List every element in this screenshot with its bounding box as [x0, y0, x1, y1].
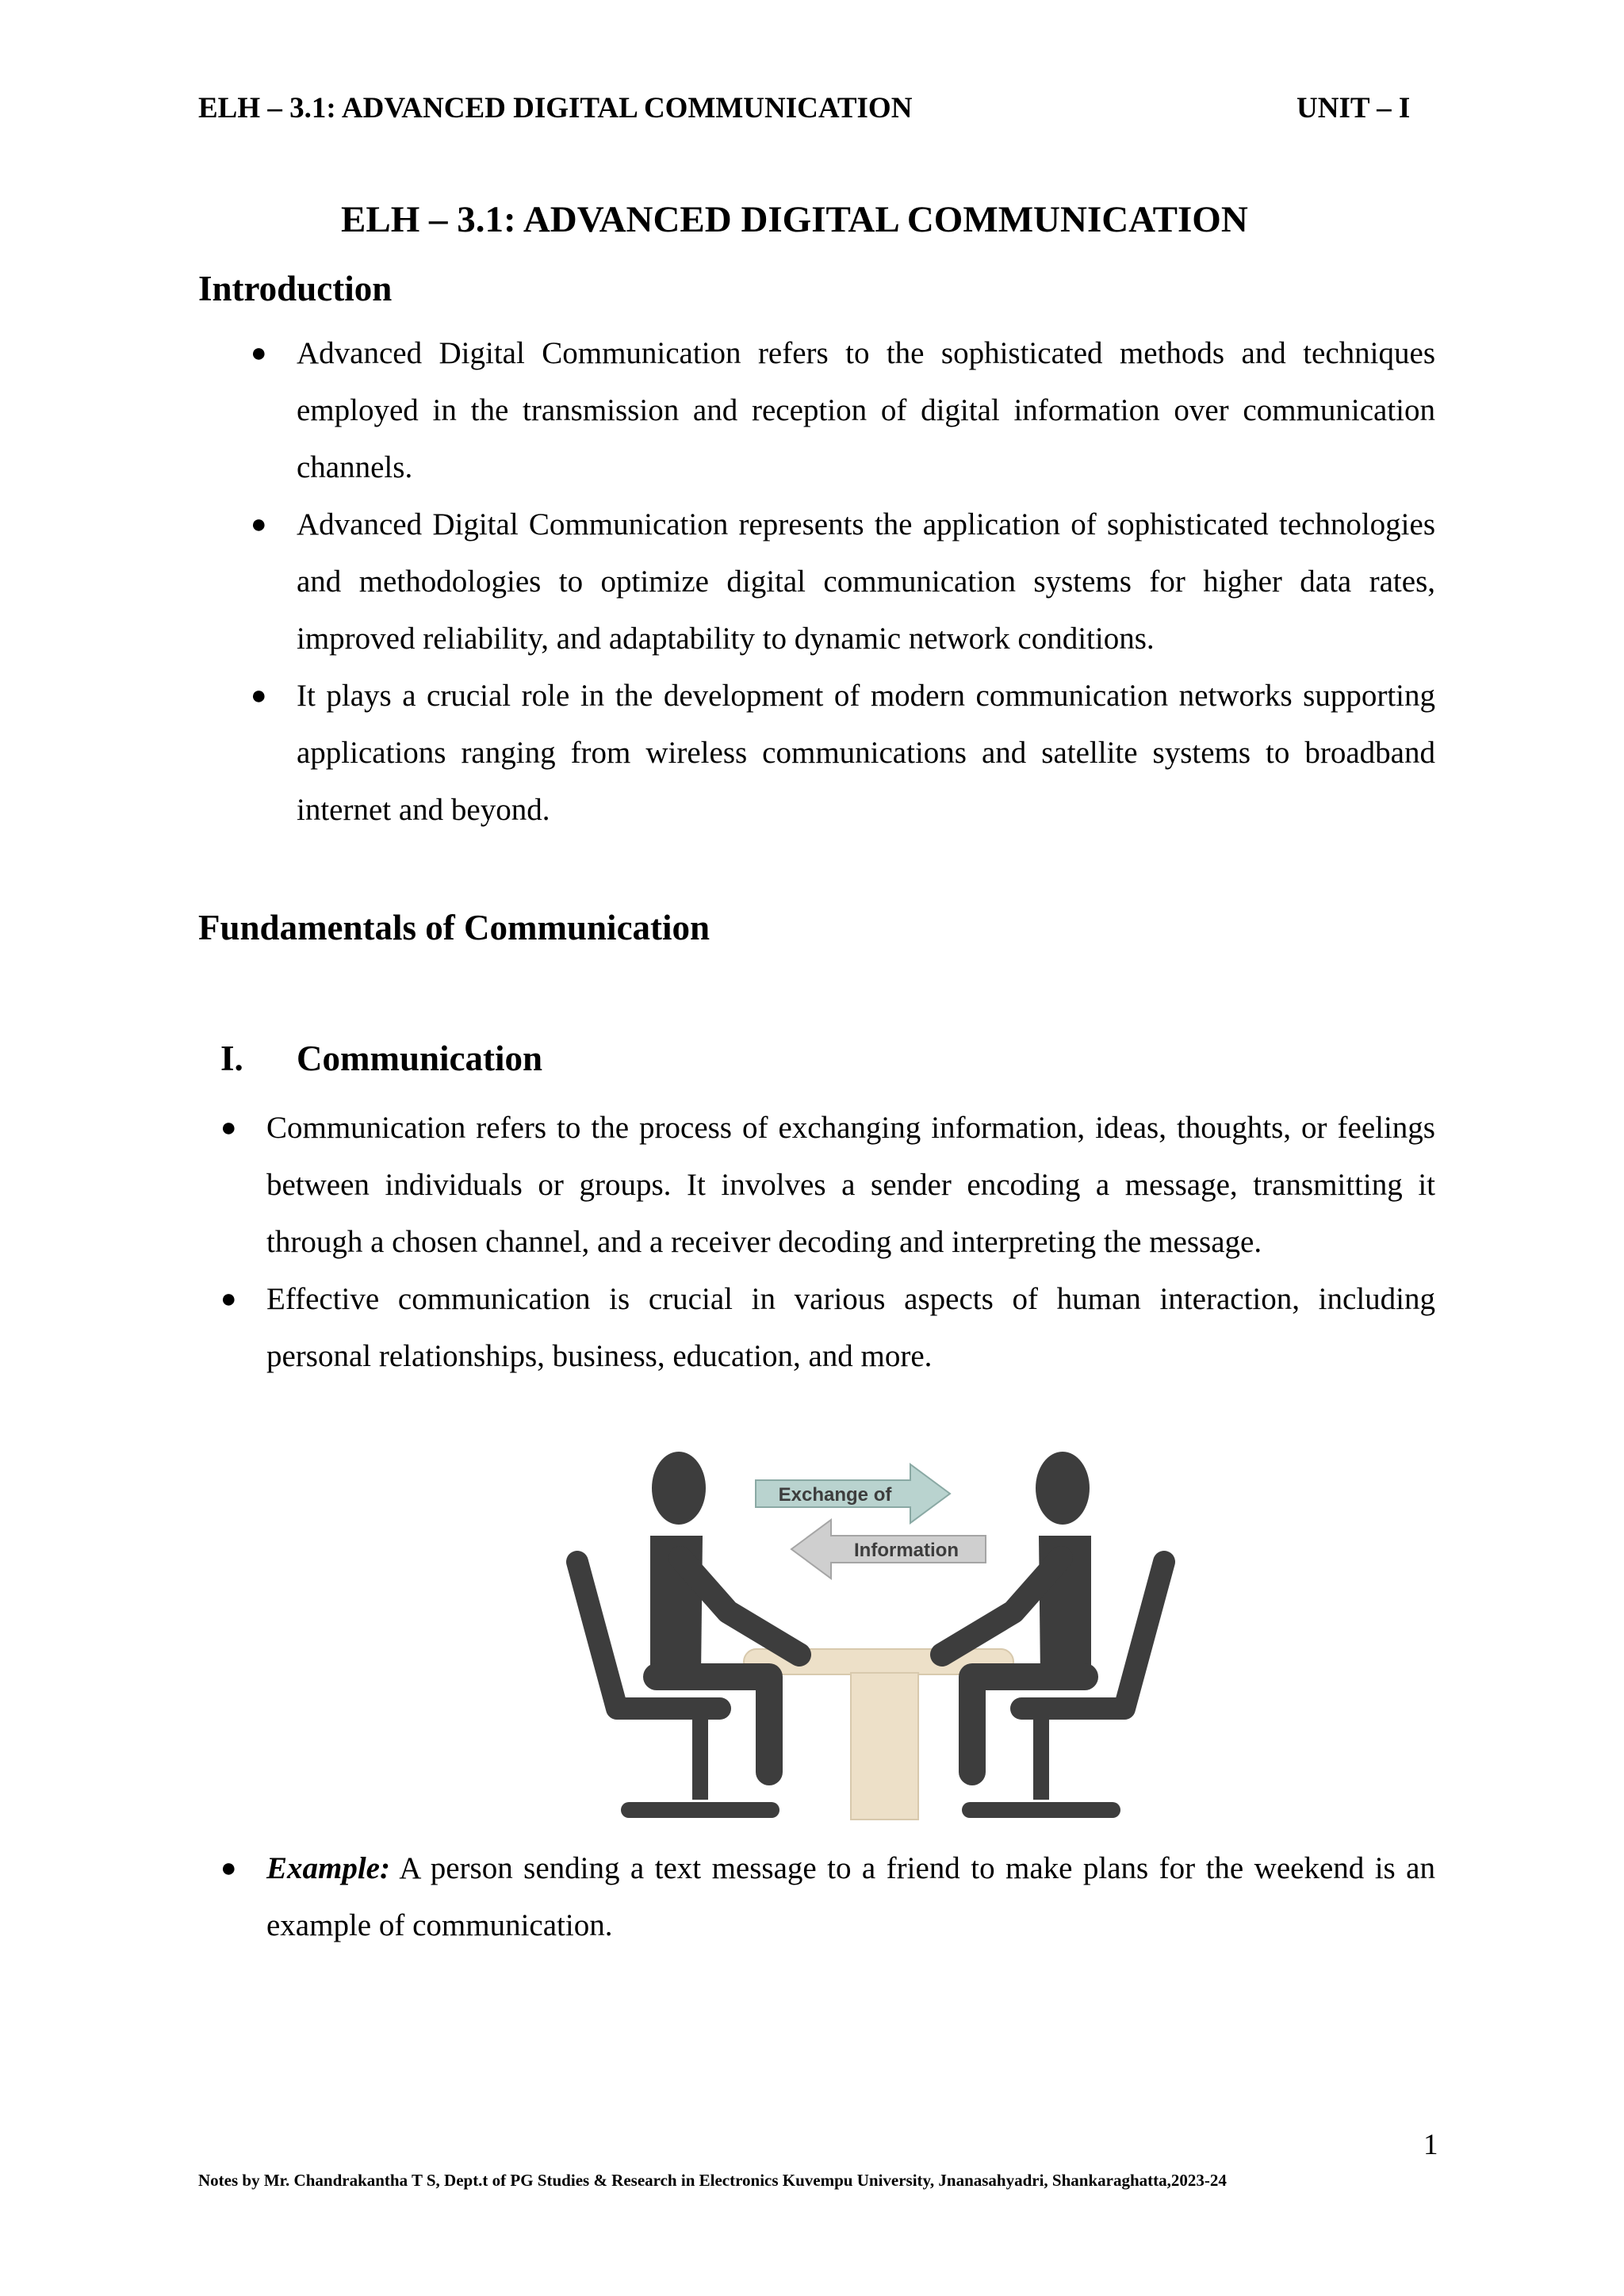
list-item: [220, 1840, 1435, 1954]
section-title: Communication: [297, 1039, 543, 1078]
list-item: ● Effective communication is crucial in various aspects of human interaction, including personal relationships, business, education, and more.: [266, 1271, 1435, 1385]
bullet-icon: ●: [220, 1854, 237, 1883]
example-label: Example:: [266, 1851, 390, 1885]
document-title: ELH – 3.1: ADVANCED DIGITAL COMMUNICATION: [341, 199, 1248, 240]
exchange-arrow-right-icon: [756, 1464, 950, 1523]
list-item: ● Communication refers to the process of exchanging information, ideas, thoughts, or feelings between individuals or groups. It involves a sender encoding a message, transmitting it through a chosen channel, and a receiver decoding and interpreting the message.: [266, 1100, 1435, 1271]
bullet-icon: ●: [251, 681, 267, 710]
running-header: [198, 94, 1419, 123]
communication-bullet-list: [220, 1100, 1435, 1385]
introduction-bullet-list: [251, 325, 1435, 839]
page-number: 1: [1423, 2129, 1438, 2161]
bullet-icon: ●: [220, 1284, 237, 1314]
example-text: A person sending a text message to a friend to make plans for the weekend is an example of communication.: [266, 1851, 1435, 1942]
bullet-icon: ●: [251, 510, 267, 539]
arrow-bottom-label: Information: [854, 1540, 959, 1561]
footer-note: Notes by Mr. Chandrakantha T S, Dept.t of PG Studies & Research in Electronics Kuvempu University, Jnanasahyadri, Shankaraghatta,2023-24: [198, 2171, 1227, 2190]
bullet-icon: ●: [251, 339, 267, 368]
exchange-arrow-left-icon: [791, 1520, 986, 1578]
example-bullet-list: [220, 1840, 1435, 1954]
running-header-title: ELH – 3.1: ADVANCED DIGITAL COMMUNICATION: [198, 92, 913, 124]
communication-heading: [220, 1037, 542, 1080]
list-item: ● Advanced Digital Communication refers to the sophisticated methods and techniques employed in the transmission and reception of digital information over communication channels.: [297, 325, 1435, 496]
arrow-top-label: Exchange of: [778, 1484, 892, 1506]
right-person-icon: [942, 1452, 1164, 1810]
list-item: ● Advanced Digital Communication represents the application of sophisticated technologies and methodologies to optimize digital communication systems for higher data rates, improved reliability, and adaptability to dynamic network conditions.: [297, 496, 1435, 668]
fundamentals-heading: Fundamentals of Communication: [198, 908, 710, 947]
running-header-unit: UNIT – I: [1297, 92, 1411, 124]
communication-illustration: [561, 1447, 1180, 1827]
list-item: ● It plays a crucial role in the development of modern communication networks supporting applications ranging from wireless communications and satellite systems to broadband internet and beyond.: [297, 668, 1435, 839]
bullet-icon: ●: [220, 1113, 237, 1142]
section-number: I.: [220, 1039, 243, 1078]
introduction-heading: Introduction: [198, 269, 393, 308]
